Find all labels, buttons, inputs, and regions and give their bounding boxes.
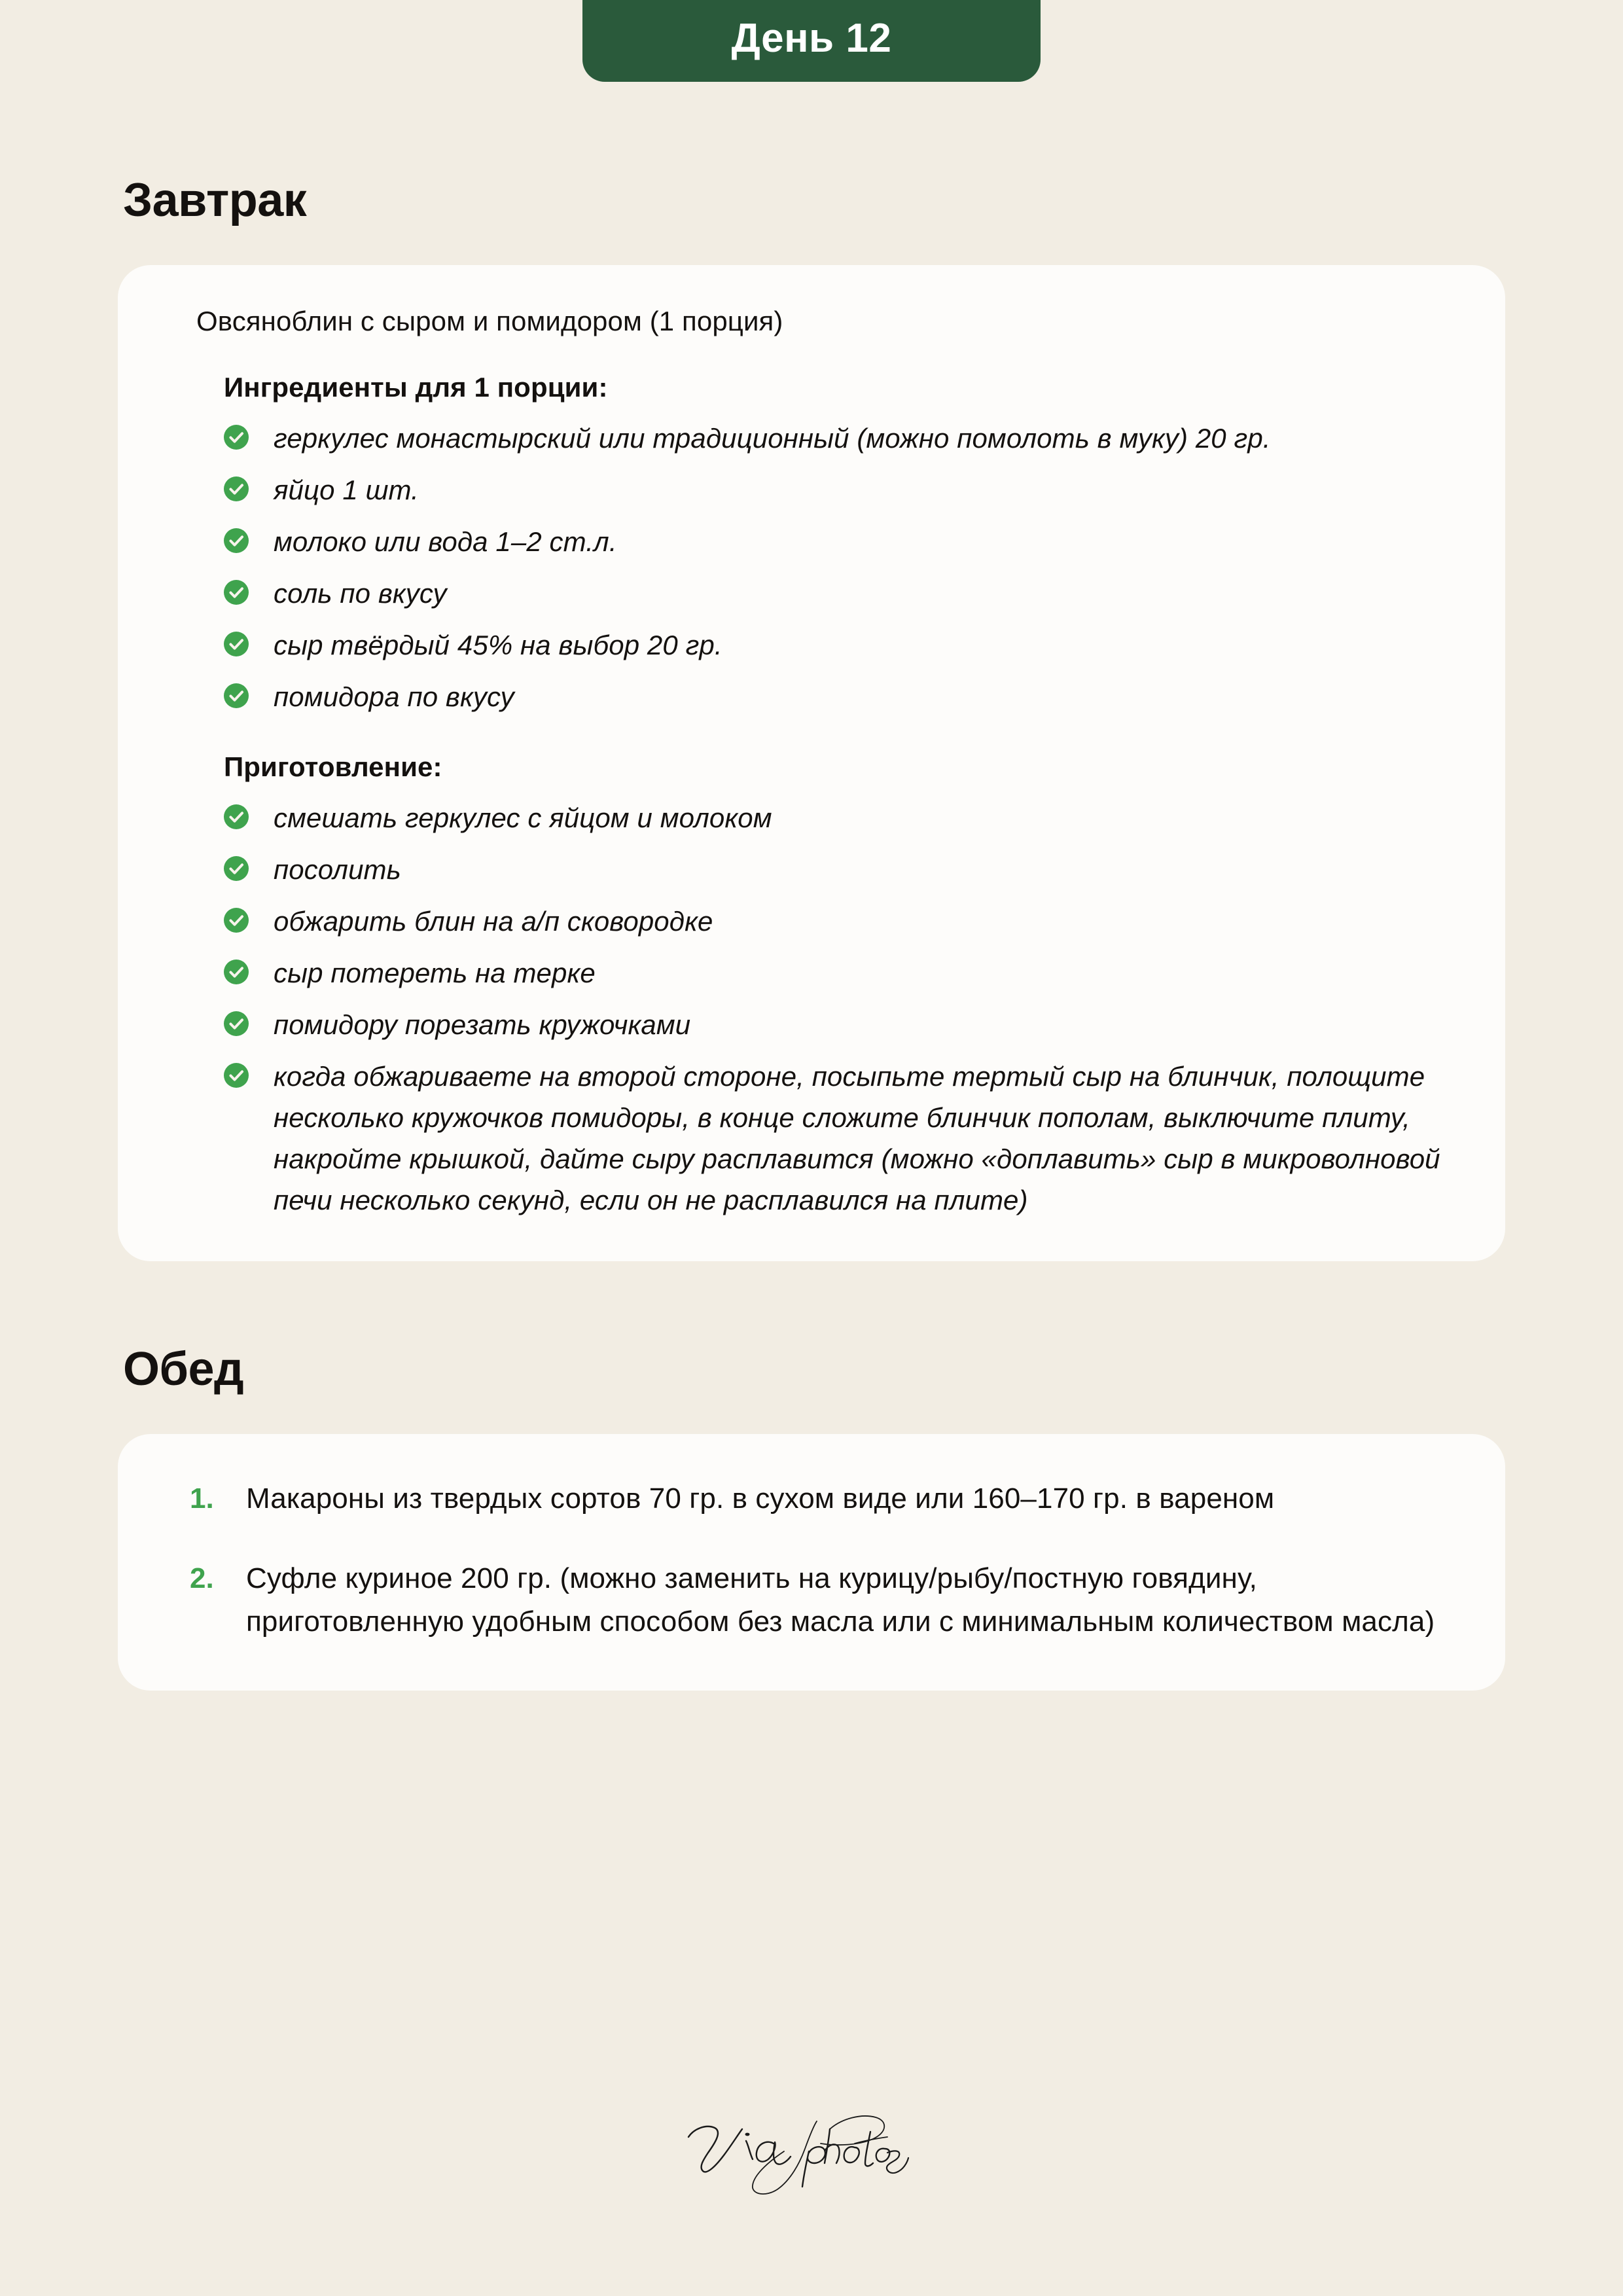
- ingredient-text: геркулес монастырский или традиционный (можно помолоть в муку) 20 гр.: [274, 422, 1271, 454]
- lunch-card: [118, 1434, 1505, 1691]
- check-circle-icon: [224, 425, 249, 450]
- page-content: [0, 173, 1623, 1691]
- lunch-item-text: Макароны из твердых сортов 70 гр. в сухом виде или 160–170 гр. в вареном: [246, 1482, 1275, 1515]
- breakfast-heading: Завтрак: [123, 174, 307, 227]
- list-item: [224, 849, 1459, 890]
- check-circle-icon: [224, 580, 249, 605]
- preparation-step-text: посолить: [274, 853, 401, 885]
- watermark-signature: [0, 2103, 1623, 2204]
- check-circle-icon: [224, 632, 249, 656]
- ingredient-text: соль по вкусу: [274, 577, 447, 609]
- preparation-step-text: помидору порезать кружочками: [274, 1009, 691, 1040]
- signature-icon: [674, 2103, 949, 2201]
- list-item: [190, 1557, 1459, 1643]
- check-circle-icon: [224, 908, 249, 933]
- check-circle-icon: [224, 804, 249, 829]
- check-circle-icon: [224, 683, 249, 708]
- list-item: [224, 901, 1459, 942]
- list-item: [224, 952, 1459, 994]
- preparation-heading: Приготовление:: [224, 751, 442, 782]
- preparation-list: [164, 797, 1459, 1221]
- day-badge-container: [0, 0, 1623, 82]
- day-badge: День 12: [582, 0, 1041, 82]
- ingredient-text: яйцо 1 шт.: [274, 474, 419, 505]
- lunch-heading: Обед: [123, 1342, 244, 1395]
- check-circle-icon: [224, 476, 249, 501]
- list-item: [224, 624, 1459, 666]
- preparation-step-text: обжарить блин на а/п сковородке: [274, 905, 713, 937]
- check-circle-icon: [224, 1011, 249, 1036]
- lunch-list: [164, 1477, 1459, 1643]
- list-item: [224, 1056, 1459, 1221]
- list-item: [224, 573, 1459, 614]
- list-item: [190, 1477, 1459, 1520]
- ingredients-list: [164, 418, 1459, 717]
- ingredients-heading: Ингредиенты для 1 порции:: [224, 371, 608, 403]
- ingredient-text: молоко или вода 1–2 ст.л.: [274, 526, 617, 557]
- list-item: [224, 521, 1459, 562]
- list-item: [224, 469, 1459, 511]
- ingredient-text: сыр твёрдый 45% на выбор 20 гр.: [274, 629, 722, 660]
- preparation-step-text: сыр потереть на терке: [274, 957, 596, 988]
- list-item: [224, 1004, 1459, 1045]
- check-circle-icon: [224, 1063, 249, 1088]
- list-number: 1.: [190, 1482, 214, 1515]
- check-circle-icon: [224, 960, 249, 984]
- list-number: 2.: [190, 1562, 214, 1594]
- ingredient-text: помидора по вкусу: [274, 681, 514, 712]
- check-circle-icon: [224, 528, 249, 553]
- recipe-title: Овсяноблин с сыром и помидором (1 порция): [196, 306, 783, 337]
- check-circle-icon: [224, 856, 249, 881]
- lunch-item-text: Суфле куриное 200 гр. (можно заменить на курицу/рыбу/постную говядину, приготовленную удобным способом без масла или с минимальным количеством масла): [246, 1562, 1435, 1638]
- breakfast-card: [118, 265, 1505, 1261]
- preparation-step-text: когда обжариваете на второй стороне, посыпьте тертый сыр на блинчик, полощите несколько кружочков помидоры, в конце сложите блинчик пополам, выключите плиту, накройте крышкой, дайте сыру расплавится (можно «доплавить» сыр в микроволновой печи несколько секунд, если он не расплавился на плите): [274, 1060, 1440, 1215]
- list-item: [224, 676, 1459, 717]
- preparation-step-text: смешать геркулес с яйцом и молоком: [274, 802, 772, 833]
- list-item: [224, 418, 1459, 459]
- list-item: [224, 797, 1459, 838]
